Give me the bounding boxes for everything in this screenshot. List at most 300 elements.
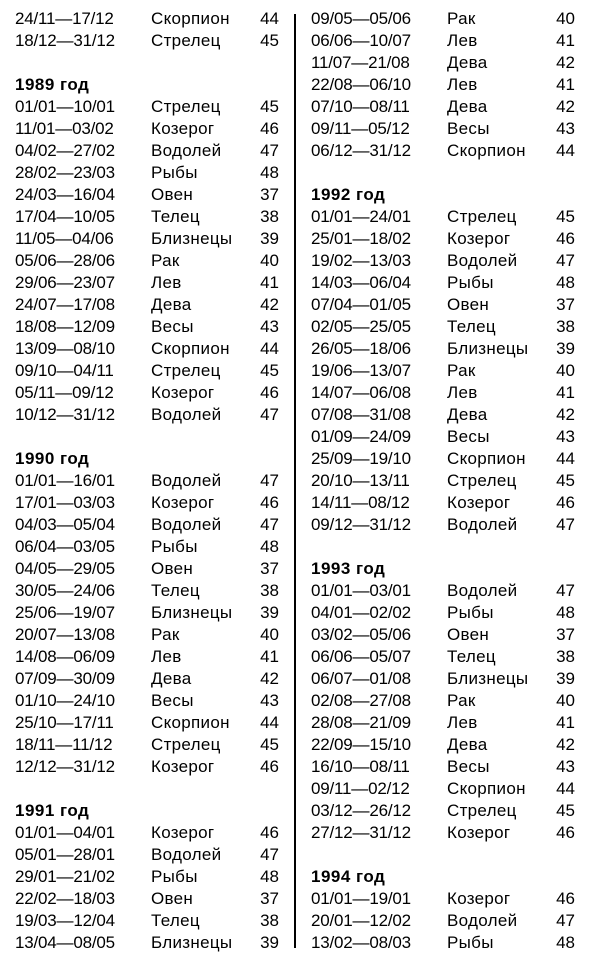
zodiac-sign: Козерог <box>151 757 215 776</box>
date-range: 24/03—16/04 <box>15 185 115 204</box>
date-range: 09/05—05/06 <box>311 9 411 28</box>
date-range: 24/11—17/12 <box>15 9 114 28</box>
zodiac-sign: Дева <box>447 97 488 116</box>
sign-number: 42 <box>260 295 279 314</box>
date-range: 01/01—04/01 <box>15 823 115 842</box>
section-spacer <box>15 778 285 800</box>
sign-number: 46 <box>260 757 279 776</box>
sign-number: 43 <box>260 317 279 336</box>
zodiac-sign: Скорпион <box>151 339 230 358</box>
zodiac-sign: Рыбы <box>151 537 198 556</box>
date-range: 11/05—04/06 <box>15 229 114 248</box>
sign-number: 47 <box>260 405 279 424</box>
table-row <box>15 470 285 492</box>
sign-number: 43 <box>556 119 575 138</box>
zodiac-sign: Скорпион <box>447 141 526 160</box>
table-row <box>15 30 285 52</box>
table-row <box>15 294 285 316</box>
table-row <box>311 426 581 448</box>
table-row <box>311 756 581 778</box>
date-range: 12/12—31/12 <box>15 757 115 776</box>
date-range: 01/01—03/01 <box>311 581 411 600</box>
sign-number: 47 <box>556 581 575 600</box>
date-range: 30/05—24/06 <box>15 581 115 600</box>
table-row <box>15 338 285 360</box>
table-row <box>311 668 581 690</box>
table-row <box>15 228 285 250</box>
sign-number: 38 <box>556 317 575 336</box>
zodiac-sign: Дева <box>447 53 488 72</box>
date-range: 01/09—24/09 <box>311 427 411 446</box>
date-range: 29/01—21/02 <box>15 867 115 886</box>
date-range: 10/12—31/12 <box>15 405 115 424</box>
table-row <box>311 888 581 910</box>
date-range: 27/12—31/12 <box>311 823 411 842</box>
sign-number: 46 <box>260 383 279 402</box>
zodiac-sign: Водолей <box>151 471 222 490</box>
section-spacer <box>15 52 285 74</box>
date-range: 01/01—16/01 <box>15 471 115 490</box>
sign-number: 44 <box>556 449 575 468</box>
date-range: 25/10—17/11 <box>15 713 114 732</box>
sign-number: 39 <box>260 603 279 622</box>
zodiac-sign: Дева <box>447 405 488 424</box>
table-row <box>15 932 285 954</box>
zodiac-sign: Весы <box>151 691 194 710</box>
sign-number: 38 <box>260 911 279 930</box>
sign-number: 47 <box>260 141 279 160</box>
sign-number: 37 <box>556 625 575 644</box>
sign-number: 39 <box>556 339 575 358</box>
table-row <box>15 888 285 910</box>
date-range: 20/07—13/08 <box>15 625 115 644</box>
table-row <box>311 140 581 162</box>
sign-number: 37 <box>556 295 575 314</box>
date-range: 01/01—19/01 <box>311 889 411 908</box>
sign-number: 48 <box>556 603 575 622</box>
table-row <box>311 580 581 602</box>
zodiac-sign: Козерог <box>151 119 215 138</box>
table-row <box>15 382 285 404</box>
date-range: 25/09—19/10 <box>311 449 411 468</box>
sign-number: 43 <box>556 757 575 776</box>
sign-number: 39 <box>260 933 279 952</box>
sign-number: 42 <box>556 97 575 116</box>
zodiac-sign: Козерог <box>151 493 215 512</box>
zodiac-sign: Козерог <box>447 493 511 512</box>
date-range: 14/03—06/04 <box>311 273 411 292</box>
zodiac-sign: Лев <box>447 713 478 732</box>
table-row <box>311 52 581 74</box>
zodiac-sign: Рак <box>151 251 180 270</box>
date-range: 19/06—13/07 <box>311 361 411 380</box>
year-heading: 1994 год <box>311 867 386 886</box>
zodiac-sign: Весы <box>447 757 490 776</box>
table-row <box>311 338 581 360</box>
date-range: 01/01—10/01 <box>15 97 115 116</box>
date-range: 22/02—18/03 <box>15 889 115 908</box>
zodiac-sign: Овен <box>151 559 194 578</box>
table-row <box>311 624 581 646</box>
zodiac-sign: Весы <box>151 317 194 336</box>
date-range: 28/02—23/03 <box>15 163 115 182</box>
sign-number: 44 <box>556 779 575 798</box>
sign-number: 47 <box>556 251 575 270</box>
date-range: 06/06—05/07 <box>311 647 411 666</box>
sign-number: 45 <box>260 31 279 50</box>
table-row <box>15 492 285 514</box>
date-range: 04/01—02/02 <box>311 603 411 622</box>
sign-number: 46 <box>260 493 279 512</box>
zodiac-sign: Овен <box>447 295 490 314</box>
table-row <box>311 74 581 96</box>
zodiac-sign: Скорпион <box>151 9 230 28</box>
table-row <box>311 778 581 800</box>
date-range: 20/10—13/11 <box>311 471 410 490</box>
zodiac-sign: Водолей <box>447 251 518 270</box>
zodiac-sign: Весы <box>447 427 490 446</box>
date-range: 06/07—01/08 <box>311 669 411 688</box>
sign-number: 37 <box>260 889 279 908</box>
table-row <box>15 250 285 272</box>
left-column <box>15 8 285 954</box>
zodiac-sign: Овен <box>151 889 194 908</box>
date-range: 16/10—08/11 <box>311 757 410 776</box>
sign-number: 38 <box>260 581 279 600</box>
date-range: 05/11—09/12 <box>15 383 114 402</box>
table-row <box>15 690 285 712</box>
sign-number: 47 <box>260 471 279 490</box>
date-range: 03/02—05/06 <box>311 625 411 644</box>
table-row <box>15 514 285 536</box>
table-row <box>311 118 581 140</box>
sign-number: 47 <box>260 845 279 864</box>
zodiac-sign: Телец <box>151 911 200 930</box>
sign-number: 37 <box>260 185 279 204</box>
date-range: 05/06—28/06 <box>15 251 115 270</box>
date-range: 03/12—26/12 <box>311 801 411 820</box>
date-range: 13/09—08/10 <box>15 339 115 358</box>
date-range: 06/06—10/07 <box>311 31 411 50</box>
table-row <box>311 910 581 932</box>
zodiac-sign: Рыбы <box>151 867 198 886</box>
date-range: 18/11—11/12 <box>15 735 113 754</box>
table-row <box>311 514 581 536</box>
sign-number: 43 <box>556 427 575 446</box>
date-range: 22/08—06/10 <box>311 75 411 94</box>
table-row <box>15 316 285 338</box>
date-range: 20/01—12/02 <box>311 911 411 930</box>
sign-number: 45 <box>556 207 575 226</box>
table-row <box>311 382 581 404</box>
table-row <box>311 294 581 316</box>
table-row <box>311 470 581 492</box>
zodiac-sign: Рыбы <box>447 603 494 622</box>
zodiac-sign: Овен <box>151 185 194 204</box>
table-row <box>311 404 581 426</box>
zodiac-sign: Стрелец <box>447 471 517 490</box>
date-range: 06/04—03/05 <box>15 537 115 556</box>
date-range: 02/08—27/08 <box>311 691 411 710</box>
zodiac-sign: Водолей <box>151 405 222 424</box>
table-row <box>15 756 285 778</box>
table-row <box>311 734 581 756</box>
sign-number: 39 <box>260 229 279 248</box>
table-row <box>15 96 285 118</box>
sign-number: 40 <box>260 251 279 270</box>
sign-number: 42 <box>556 735 575 754</box>
sign-number: 47 <box>556 911 575 930</box>
zodiac-sign: Телец <box>151 581 200 600</box>
date-range: 07/10—08/11 <box>311 97 410 116</box>
table-row <box>311 316 581 338</box>
date-range: 24/07—17/08 <box>15 295 115 314</box>
sign-number: 45 <box>556 471 575 490</box>
table-row <box>311 448 581 470</box>
sign-number: 42 <box>260 669 279 688</box>
date-range: 02/05—25/05 <box>311 317 411 336</box>
date-range: 11/01—03/02 <box>15 119 114 138</box>
date-range: 09/12—31/12 <box>311 515 411 534</box>
zodiac-sign: Козерог <box>447 823 511 842</box>
year-heading: 1989 год <box>15 75 90 94</box>
year-heading: 1991 год <box>15 801 90 820</box>
sign-number: 40 <box>260 625 279 644</box>
table-row <box>311 8 581 30</box>
sign-number: 38 <box>260 207 279 226</box>
date-range: 28/08—21/09 <box>311 713 411 732</box>
zodiac-sign: Рак <box>151 625 180 644</box>
table-row <box>311 602 581 624</box>
table-row <box>311 800 581 822</box>
sign-number: 43 <box>260 691 279 710</box>
sign-number: 45 <box>260 361 279 380</box>
table-row <box>15 580 285 602</box>
date-range: 18/12—31/12 <box>15 31 115 50</box>
table-row <box>15 140 285 162</box>
sign-number: 48 <box>556 933 575 952</box>
zodiac-sign: Водолей <box>447 581 518 600</box>
table-row <box>15 646 285 668</box>
date-range: 17/04—10/05 <box>15 207 115 226</box>
sign-number: 41 <box>260 273 279 292</box>
date-range: 14/08—06/09 <box>15 647 115 666</box>
year-heading: 1990 год <box>15 449 90 468</box>
section-spacer <box>311 844 581 866</box>
sign-number: 48 <box>260 867 279 886</box>
zodiac-sign: Водолей <box>151 141 222 160</box>
sign-number: 47 <box>260 515 279 534</box>
date-range: 04/02—27/02 <box>15 141 115 160</box>
zodiac-sign: Лев <box>447 383 478 402</box>
table-row <box>311 228 581 250</box>
zodiac-sign: Телец <box>447 317 496 336</box>
date-range: 22/09—15/10 <box>311 735 411 754</box>
table-row <box>15 184 285 206</box>
table-row <box>15 558 285 580</box>
sign-number: 37 <box>260 559 279 578</box>
zodiac-sign: Водолей <box>447 911 518 930</box>
date-range: 14/11—08/12 <box>311 493 410 512</box>
zodiac-sign: Стрелец <box>151 97 221 116</box>
table-row <box>15 624 285 646</box>
zodiac-sign: Дева <box>151 669 192 688</box>
date-range: 04/03—05/04 <box>15 515 115 534</box>
table-row <box>311 30 581 52</box>
zodiac-sign: Рыбы <box>151 163 198 182</box>
table-row <box>15 404 285 426</box>
date-range: 11/07—21/08 <box>311 53 410 72</box>
date-range: 09/11—05/12 <box>311 119 410 138</box>
zodiac-sign: Стрелец <box>151 361 221 380</box>
sign-number: 46 <box>556 229 575 248</box>
table-row <box>311 96 581 118</box>
zodiac-sign: Близнецы <box>151 229 233 248</box>
date-range: 25/01—18/02 <box>311 229 411 248</box>
date-range: 26/05—18/06 <box>311 339 411 358</box>
zodiac-sign: Лев <box>447 75 478 94</box>
date-range: 01/10—24/10 <box>15 691 115 710</box>
table-row <box>15 536 285 558</box>
sign-number: 42 <box>556 405 575 424</box>
zodiac-sign: Лев <box>447 31 478 50</box>
column-divider <box>294 14 296 948</box>
zodiac-sign: Стрелец <box>151 735 221 754</box>
zodiac-sign: Козерог <box>447 889 511 908</box>
year-heading: 1993 год <box>311 559 386 578</box>
sign-number: 45 <box>556 801 575 820</box>
sign-number: 44 <box>260 9 279 28</box>
sign-number: 46 <box>260 119 279 138</box>
table-row <box>311 360 581 382</box>
sign-number: 40 <box>556 9 575 28</box>
date-range: 07/04—01/05 <box>311 295 411 314</box>
section-spacer <box>311 536 581 558</box>
table-row <box>311 712 581 734</box>
zodiac-sign: Близнецы <box>447 339 529 358</box>
table-row <box>15 668 285 690</box>
sign-number: 46 <box>556 823 575 842</box>
sign-number: 48 <box>556 273 575 292</box>
sign-number: 45 <box>260 97 279 116</box>
zodiac-sign: Козерог <box>151 383 215 402</box>
table-row <box>15 712 285 734</box>
zodiac-sign: Телец <box>447 647 496 666</box>
zodiac-sign: Водолей <box>151 845 222 864</box>
date-range: 19/03—12/04 <box>15 911 115 930</box>
sign-number: 38 <box>556 647 575 666</box>
zodiac-sign: Водолей <box>447 515 518 534</box>
sign-number: 39 <box>556 669 575 688</box>
table-row <box>15 822 285 844</box>
table-row <box>15 866 285 888</box>
date-range: 07/08—31/08 <box>311 405 411 424</box>
sign-number: 46 <box>556 889 575 908</box>
zodiac-sign: Водолей <box>151 515 222 534</box>
sign-number: 46 <box>260 823 279 842</box>
sign-number: 44 <box>260 339 279 358</box>
sign-number: 40 <box>556 691 575 710</box>
date-range: 09/10—04/11 <box>15 361 114 380</box>
year-heading: 1992 год <box>311 185 386 204</box>
zodiac-sign: Стрелец <box>447 801 517 820</box>
sign-number: 48 <box>260 163 279 182</box>
section-spacer <box>15 426 285 448</box>
zodiac-sign: Скорпион <box>447 779 526 798</box>
table-row <box>15 360 285 382</box>
date-range: 17/01—03/03 <box>15 493 115 512</box>
date-range: 25/06—19/07 <box>15 603 115 622</box>
date-range: 18/08—12/09 <box>15 317 115 336</box>
table-row <box>15 162 285 184</box>
zodiac-sign: Овен <box>447 625 490 644</box>
sign-number: 41 <box>556 75 575 94</box>
table-row <box>15 8 285 30</box>
date-range: 14/07—06/08 <box>311 383 411 402</box>
right-column <box>311 8 581 954</box>
zodiac-sign: Близнецы <box>447 669 529 688</box>
zodiac-sign: Скорпион <box>151 713 230 732</box>
sign-number: 41 <box>260 647 279 666</box>
table-row <box>311 932 581 954</box>
zodiac-sign: Стрелец <box>151 31 221 50</box>
table-row <box>311 690 581 712</box>
sign-number: 48 <box>260 537 279 556</box>
zodiac-sign: Скорпион <box>447 449 526 468</box>
table-row <box>15 206 285 228</box>
date-range: 29/06—23/07 <box>15 273 115 292</box>
table-row <box>15 844 285 866</box>
sign-number: 46 <box>556 493 575 512</box>
date-range: 01/01—24/01 <box>311 207 411 226</box>
zodiac-sign: Дева <box>447 735 488 754</box>
zodiac-sign: Рыбы <box>447 933 494 952</box>
sign-number: 41 <box>556 383 575 402</box>
zodiac-sign: Рак <box>447 361 476 380</box>
zodiac-sign: Рак <box>447 691 476 710</box>
sign-number: 42 <box>556 53 575 72</box>
table-row <box>15 910 285 932</box>
zodiac-sign: Лев <box>151 273 182 292</box>
table-row <box>15 734 285 756</box>
table-row <box>311 250 581 272</box>
zodiac-sign: Лев <box>151 647 182 666</box>
date-range: 07/09—30/09 <box>15 669 115 688</box>
date-range: 09/11—02/12 <box>311 779 410 798</box>
date-range: 13/02—08/03 <box>311 933 411 952</box>
sign-number: 47 <box>556 515 575 534</box>
zodiac-sign: Близнецы <box>151 933 233 952</box>
sign-number: 44 <box>556 141 575 160</box>
table-row <box>15 118 285 140</box>
zodiac-sign: Рыбы <box>447 273 494 292</box>
zodiac-sign: Козерог <box>151 823 215 842</box>
table-row <box>311 206 581 228</box>
date-range: 19/02—13/03 <box>311 251 411 270</box>
zodiac-sign: Близнецы <box>151 603 233 622</box>
sign-number: 45 <box>260 735 279 754</box>
zodiac-sign: Козерог <box>447 229 511 248</box>
table-row <box>311 646 581 668</box>
date-range: 04/05—29/05 <box>15 559 115 578</box>
table-row <box>311 272 581 294</box>
table-row <box>15 602 285 624</box>
table-row <box>311 492 581 514</box>
section-spacer <box>311 162 581 184</box>
table-row <box>15 272 285 294</box>
zodiac-sign: Рак <box>447 9 476 28</box>
zodiac-sign: Весы <box>447 119 490 138</box>
